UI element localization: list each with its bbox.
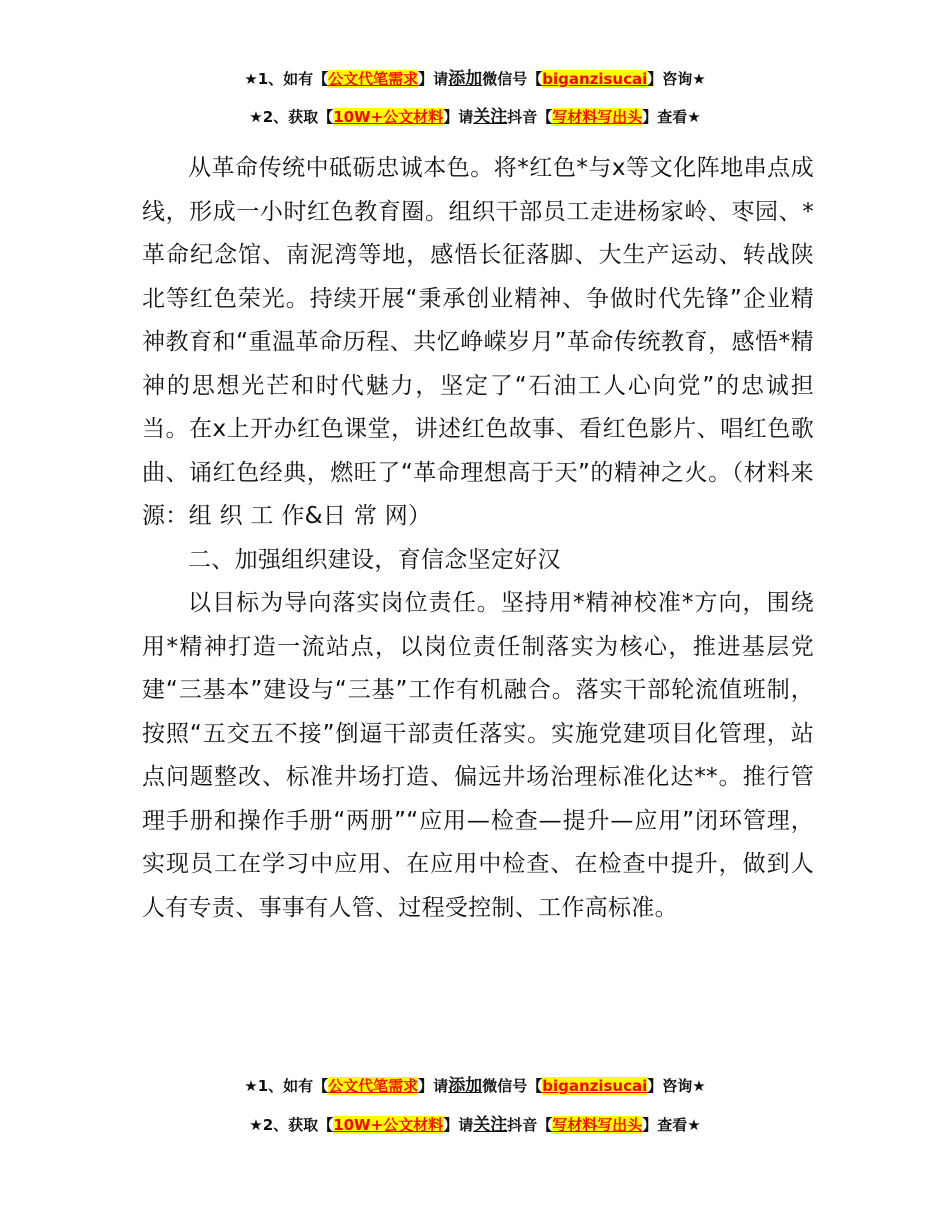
banner-text: 】咨询★ [647, 1077, 706, 1095]
bottom-banner-line-2 [0, 1115, 950, 1135]
banner-text: ★2、获取【 [249, 108, 334, 126]
banner-douyin-id: 写材料写出头 [552, 108, 643, 126]
bottom-banner-line-1 [0, 1076, 950, 1096]
banner-highlight: 公文代笔需求 [328, 1077, 419, 1095]
banner-text: 】请 [443, 1116, 474, 1134]
banner-text: 抖音【 [507, 108, 553, 126]
banner-text: 】请 [418, 1077, 449, 1095]
banner-text: 】请 [418, 70, 449, 88]
banner-underlined: 关注 [473, 1115, 508, 1135]
banner-text: 】查看★ [642, 108, 701, 126]
top-banner-line-2 [0, 107, 950, 127]
banner-highlight: 10W+公文材料 [333, 108, 444, 126]
section-heading: 二、加强组织建设，育信念坚定好汉 [188, 546, 561, 573]
banner-text: 微信号【 [482, 70, 543, 88]
paragraph-red-tradition: 从革命传统中砥砺忠诚本色。将*红色*与x等文化阵地串点成线，形成一小时红色教育圈。组织干部员工走进杨家岭、枣园、*革命纪念馆、南泥湾等地，感悟长征落脚、大生产运动、转战陕北等红色荣光。持续开展“秉承创业精神、争做时代先锋”企业精神教育和“重温革命历程、共忆峥嵘岁月”革命传统教育，感悟*精神的思想光芒和时代魅力，坚定了“石油工人心向党”的忠诚担当。在x上开办红色课堂，讲述红色故事、看红色影片、唱红色歌曲、诵红色经典，燃旺了“革命理想高于天”的精神之火。（材料来源：组 织 工 作&日 常 网） [142, 155, 814, 529]
banner-underlined: 关注 [473, 107, 508, 127]
banner-highlight: 公文代笔需求 [328, 70, 419, 88]
banner-underlined: 添加 [448, 69, 483, 89]
banner-text: ★2、获取【 [249, 1116, 334, 1134]
banner-underlined: 添加 [448, 1076, 483, 1096]
banner-text: ★1、如有【 [244, 70, 329, 88]
banner-wechat-id: biganzisucai [542, 1077, 648, 1095]
banner-text: 】请 [443, 108, 474, 126]
banner-text: 微信号【 [482, 1077, 543, 1095]
banner-text: 】查看★ [642, 1116, 701, 1134]
banner-douyin-id: 写材料写出头 [552, 1116, 643, 1134]
paragraph-post-responsibility: 以目标为导向落实岗位责任。坚持用*精神校准*方向，围绕用*精神打造一流站点，以岗位责任制落实为核心，推进基层党建“三基本”建设与“三基”工作有机融合。落实干部轮流值班制，按照“五交五不接”倒逼干部责任落实。实施党建项目化管理，站点问题整改、标准井场打造、偏远井场治理标准化达**。推行管理手册和操作手册“两册”“应用—检查—提升—应用”闭环管理，实现员工在学习中应用、在应用中检查、在检查中提升，做到人人有专责、事事有人管、过程受控制、工作高标准。 [142, 590, 814, 921]
banner-wechat-id: biganzisucai [542, 70, 648, 88]
banner-highlight: 10W+公文材料 [333, 1116, 444, 1134]
banner-text: 抖音【 [507, 1116, 553, 1134]
banner-text: ★1、如有【 [244, 1077, 329, 1095]
document-body [142, 147, 814, 930]
top-banner-line-1 [0, 69, 950, 89]
banner-text: 】咨询★ [647, 70, 706, 88]
